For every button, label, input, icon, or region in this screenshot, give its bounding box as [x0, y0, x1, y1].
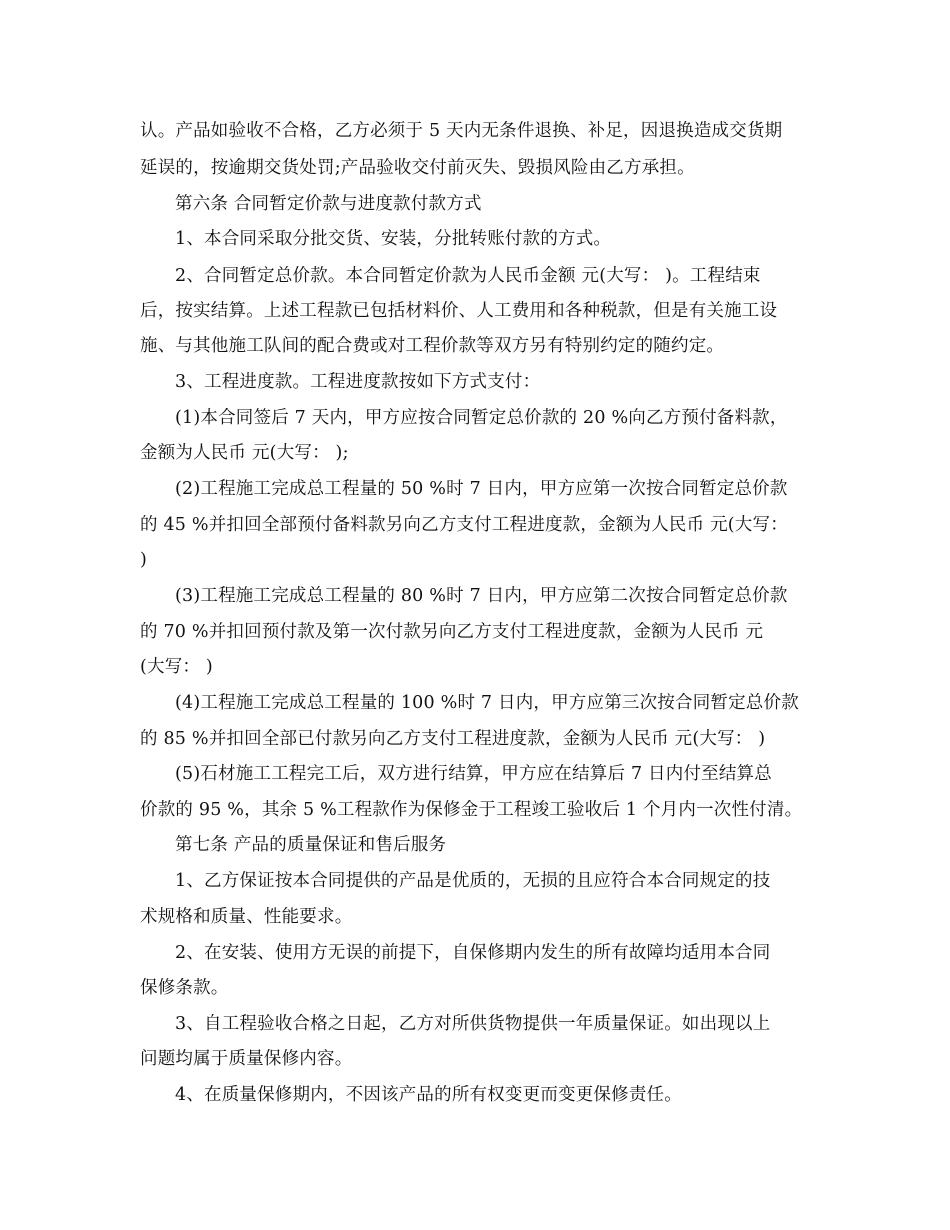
text-line: (3)工程施工完成总工程量的 80 %时 7 日内，甲方应第二次按合同暂定总价款: [175, 586, 788, 606]
text-line: 后，按实结算。上述工程款已包括材料价、人工费用和各种税款，但是有关施工设: [140, 301, 778, 321]
text-line: 延误的，按逾期交货处罚;产品验收交付前灭失、毁损风险由乙方承担。: [140, 158, 695, 178]
text-line: 问题均属于质量保修内容。: [140, 1049, 353, 1069]
text-line: (1)本合同签后 7 天内，甲方应按合同暂定总价款的 20 %向乙方预付备料款，: [175, 408, 788, 428]
text-line: 3、自工程验收合格之日起，乙方对所供货物提供一年质量保证。如出现以上: [175, 1014, 771, 1034]
text-line: 的 85 %并扣回全部已付款另向乙方支付工程进度款，金额为人民币 元(大写： ): [140, 729, 766, 749]
text-line: 2、合同暂定总价款。本合同暂定价款为人民币金额 元(大写： )。工程结束: [175, 266, 761, 286]
text-line: 1、乙方保证按本合同提供的产品是优质的，无损的且应符合本合同规定的技: [175, 871, 771, 891]
text-line: 施、与其他施工队间的配合费或对工程价款等双方另有特别约定的随约定。: [140, 336, 725, 356]
text-line: 术规格和质量、性能要求。: [140, 907, 353, 927]
text-line: 认。产品如验收不合格，乙方必须于 5 天内无条件退换、补足，因退换造成交货期: [140, 121, 783, 141]
text-line: 2、在安装、使用方无误的前提下，自保修期内发生的所有故障均适用本合同: [175, 943, 771, 963]
text-line: 4、在质量保修期内，不因该产品的所有权变更而变更保修责任。: [175, 1085, 682, 1105]
text-line: (4)工程施工完成总工程量的 100 %时 7 日内，甲方应第三次按合同暂定总价款: [175, 693, 799, 713]
text-line: 1、本合同采取分批交货、安装，分批转账付款的方式。: [175, 229, 612, 249]
article-heading: 第六条 合同暂定价款与进度款付款方式: [175, 194, 482, 214]
text-line: (2)工程施工完成总工程量的 50 %时 7 日内，甲方应第一次按合同暂定总价款: [175, 479, 788, 499]
text-line: 的 70 %并扣回预付款及第一次付款另向乙方支付工程进度款，金额为人民币 元: [140, 622, 764, 642]
text-line: 金额为人民币 元(大写： );: [140, 443, 349, 463]
text-line: 3、工程进度款。工程进度款按如下方式支付：: [175, 372, 541, 392]
text-line: 价款的 95 %，其余 5 %工程款作为保修金于工程竣工验收后 1 个月内一次性付清。: [140, 800, 803, 820]
article-heading: 第七条 产品的质量保证和售后服务: [175, 835, 447, 855]
text-line: 保修条款。: [140, 978, 229, 998]
text-line: 的 45 %并扣回全部预付备料款另向乙方支付工程进度款，金额为人民币 元(大写：: [140, 515, 788, 535]
text-line: ): [140, 550, 148, 570]
text-line: (大写： ): [140, 657, 213, 677]
text-line: (5)石材施工工程完工后，双方进行结算，甲方应在结算后 7 日内付至结算总: [175, 764, 772, 784]
